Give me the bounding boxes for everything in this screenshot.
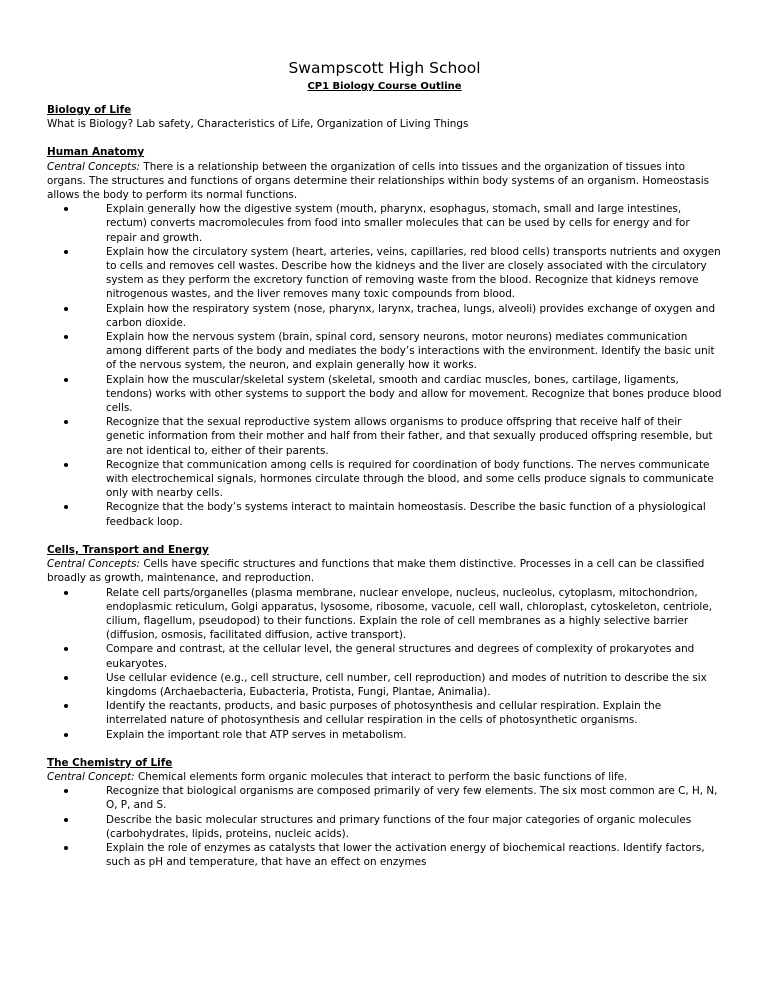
outcome-item: Recognize that the sexual reproductive system allows organisms to produce offspring that receive half of their genetic information from their mother and half from their father, and that sexually produced offspring resemble, but are not identical to, either of their parents.	[47, 415, 722, 458]
section-biology-of-life	[47, 103, 722, 131]
outcome-item: Explain how the muscular/skeletal system (skeletal, smooth and cardiac muscles, bones, cartilage, ligaments, tendons) works with other systems to support the body and allow for movement. Recognize that bones produce blood cells.	[47, 373, 722, 416]
outcome-item: Recognize that the body’s systems interact to maintain homeostasis. Describe the basic function of a physiological feedback loop.	[47, 500, 722, 528]
central-concepts	[47, 770, 722, 784]
outcome-item: Explain generally how the digestive system (mouth, pharynx, esophagus, stomach, small and large intestines, rectum) converts macromolecules from food into smaller molecules that can be used by cells for energy and for repair and growth.	[47, 202, 722, 245]
outcome-item: Identify the reactants, products, and basic purposes of photosynthesis and cellular respiration. Explain the interrelated nature of photosynthesis and cellular respiration in the cells of photosynthetic organisms.	[47, 699, 722, 727]
section-heading: Biology of Life	[47, 104, 132, 116]
section-heading: The Chemistry of Life	[47, 756, 173, 769]
outcome-item: Recognize that communication among cells is required for coordination of body functions. The nerves communicate with electrochemical signals, hormones circulate through the blood, and some cells produce signals to communicate only with nearby cells.	[47, 458, 722, 501]
outcome-item: Describe the basic molecular structures and primary functions of the four major categories of organic molecules (carbohydrates, lipids, proteins, nucleic acids).	[47, 813, 722, 841]
outcome-item: Compare and contrast, at the cellular level, the general structures and degrees of complexity of prokaryotes and eukaryotes.	[47, 642, 722, 670]
section-cells-transport-energy	[47, 543, 722, 742]
central-concepts-label: Central Concepts:	[47, 160, 141, 173]
outcome-item: Use cellular evidence (e.g., cell structure, cell number, cell reproduction) and modes of nutrition to describe the six kingdoms (Archaebacteria, Eubacteria, Protista, Fungi, Plantae, Animalia).	[47, 671, 722, 699]
central-concepts-text: Chemical elements form organic molecules that interact to perform the basic functions of life.	[137, 770, 628, 783]
section-human-anatomy	[47, 145, 722, 528]
section-heading: Human Anatomy	[47, 146, 145, 159]
outcome-item: Explain how the nervous system (brain, spinal cord, sensory neurons, motor neurons) mediates communication among different parts of the body and mediates the body’s interactions with the environment. Identify the basic unit of the nervous system, the neuron, and explain generally how it works.	[47, 330, 722, 373]
outcome-list	[47, 202, 722, 529]
section-intro: What is Biology? Lab safety, Characteristics of Life, Organization of Living Things	[47, 118, 469, 131]
central-concepts-label: Central Concepts:	[47, 558, 141, 571]
document-subtitle: CP1 Biology Course Outline	[307, 81, 462, 92]
outcome-list	[47, 784, 722, 869]
document-title: Swampscott High School	[288, 59, 481, 77]
outcome-item: Relate cell parts/organelles (plasma membrane, nuclear envelope, nucleus, nucleolus, cytoplasm, mitochondrion, endoplasmic reticulum, Golgi apparatus, lysosome, ribosome, vacuole, cell wall, chloroplast, cytoskeleton, centriole, cilium, flagellum, pseudopod) to their functions. Explain the role of cell membranes as a highly selective barrier (diffusion, osmosis, facilitated diffusion, active transport).	[47, 586, 722, 643]
central-concepts	[47, 557, 722, 585]
section-chemistry-of-life	[47, 756, 722, 870]
central-concepts-text: Cells have specific structures and functions that make them distinctive. Processes in a cell can be classified broadly as growth, maintenance, and reproduction.	[47, 558, 705, 585]
central-concepts-text: There is a relationship between the organization of cells into tissues and the organization of tissues into organs. The structures and functions of organs determine their relationships within body systems of an organism. Homeostasis allows the body to perform its normal functions.	[47, 160, 710, 202]
central-concepts	[47, 160, 722, 203]
central-concepts-label: Central Concept:	[47, 770, 135, 783]
outcome-list	[47, 586, 722, 742]
outcome-item: Recognize that biological organisms are composed primarily of very few elements. The six most common are C, H, N, O, P, and S.	[47, 784, 722, 812]
section-heading: Cells, Transport and Energy	[47, 543, 209, 556]
outcome-item: Explain the important role that ATP serves in metabolism.	[47, 728, 722, 742]
outcome-item: Explain the role of enzymes as catalysts that lower the activation energy of biochemical reactions. Identify factors, such as pH and temperature, that have an effect on enzymes	[47, 841, 722, 869]
outcome-item: Explain how the respiratory system (nose, pharynx, larynx, trachea, lungs, alveoli) provides exchange of oxygen and carbon dioxide.	[47, 302, 722, 330]
outcome-item: Explain how the circulatory system (heart, arteries, veins, capillaries, red blood cells) transports nutrients and oxygen to cells and removes cell wastes. Describe how the kidneys and the liver are closely associated with the circulatory system as they perform the excretory function of removing waste from the blood. Recognize that kidneys remove nitrogenous wastes, and the liver removes many toxic compounds from blood.	[47, 245, 722, 302]
